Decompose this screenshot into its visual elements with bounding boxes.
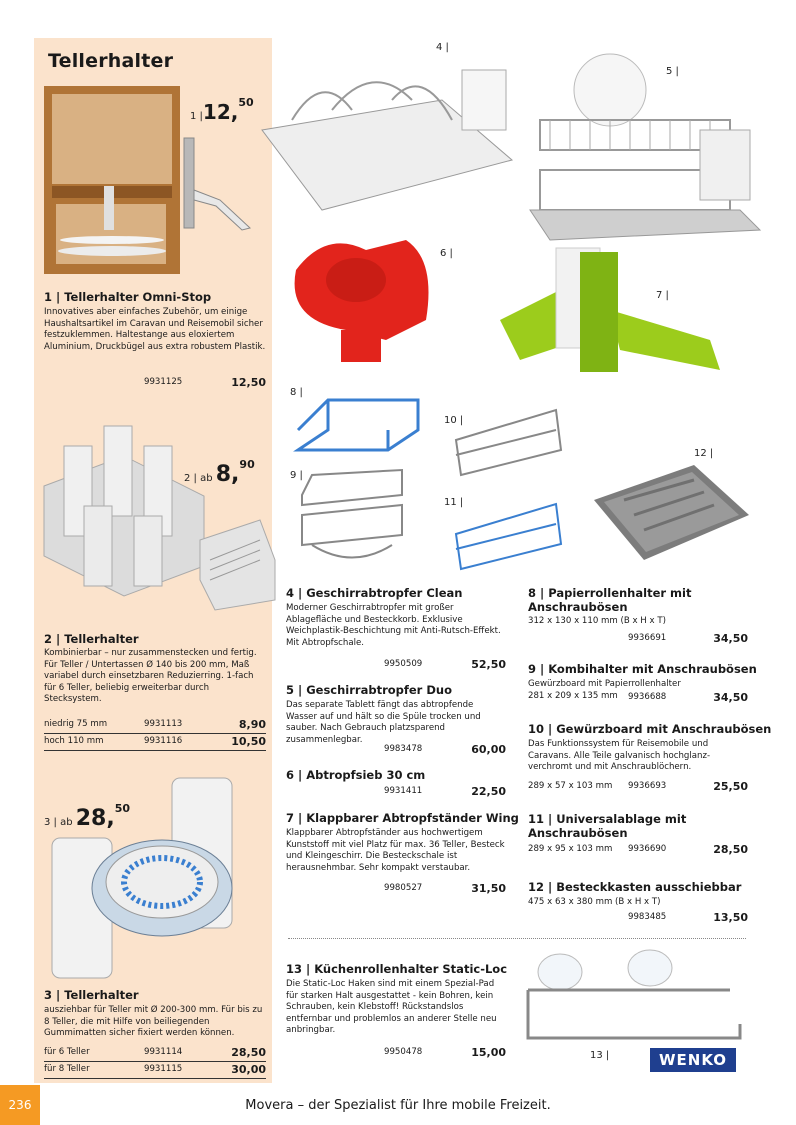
article-number: 9980527	[384, 883, 423, 893]
product-10-desc: Das Funktionssystem für Reisemobile und Caravans. Alle Teile galvanisch hochglanz-verchromt und mit Anschraublöchern.	[528, 739, 711, 773]
dimensions: 289 x 57 x 103 mm	[528, 781, 613, 791]
callout-5: 5 |	[666, 66, 679, 77]
price: 52,50	[471, 658, 506, 671]
article-number: 9931125	[144, 377, 183, 387]
product-3-title: 3 | Tellerhalter	[44, 988, 139, 1002]
price: 8,90	[238, 718, 266, 731]
page-number: 236	[0, 1085, 40, 1125]
divider	[44, 750, 266, 751]
product-12-row	[528, 911, 748, 924]
callout-8: 8 |	[290, 387, 303, 398]
product-image-2	[44, 426, 204, 596]
product-11-row	[528, 843, 748, 856]
product-10-row	[528, 780, 748, 793]
product-9-desc: Gewürzboard mit Papierrollenhalter 281 x 209 x 135 mm	[528, 679, 681, 701]
product-7-desc: Klappbarer Abtropfständer aus hochwertigem Kunststoff mit viel Platz für max. 36 Teller, Besteck und Kleingeschirr. Die Besteckschale ist herausnehmbar. Sehr kompakt verstaubar.	[286, 828, 505, 873]
product-image-6	[286, 230, 446, 370]
price: 34,50	[713, 691, 748, 704]
product-image-13	[520, 950, 750, 1050]
product-7-title: 7 | Klappbarer Abtropfständer Wing	[286, 811, 519, 825]
product-6-title: 6 | Abtropfsieb 30 cm	[286, 768, 426, 782]
product-2-desc: Kombinierbar – nur zusammenstecken und fertig. Für Teller / Untertassen Ø 140 bis 200 mm, Maß variabel durch einsetzbaren Reduzierring. 1-fach für 6 Teller, beliebig erweiterbar durch Stecksystem.	[44, 648, 257, 705]
product-5-row	[286, 743, 506, 756]
article-number: 9936688	[628, 692, 667, 702]
price: 22,50	[471, 785, 506, 798]
price: 10,50	[231, 735, 266, 748]
price: 15,00	[471, 1046, 506, 1059]
dimensions: 289 x 95 x 103 mm	[528, 844, 613, 854]
divider	[44, 733, 266, 734]
article-number: 9983485	[628, 912, 667, 922]
article-number: 9931116	[144, 736, 183, 746]
product-10-title: 10 | Gewürzboard mit Anschraubösen	[528, 722, 772, 736]
callout-4: 4 |	[436, 42, 449, 53]
product-12-desc: 475 x 63 x 380 mm (B x H x T)	[528, 897, 661, 907]
callout-9: 9 |	[290, 470, 303, 481]
product-4-row	[286, 658, 506, 671]
product-4-desc: Moderner Geschirrabtropfer mit großer Ablagefläche und Besteckkorb. Exklusive Weichplastik-Beschichtung mit Anti-Rutsch-Effekt. Mit Abtropfschale.	[286, 603, 501, 648]
article-number: 9983478	[384, 744, 423, 754]
product-8-desc: 312 x 130 x 110 mm (B x H x T)	[528, 616, 666, 626]
product-13-title: 13 | Küchenrollenhalter Static-Loc	[286, 962, 508, 976]
article-number: 9931114	[144, 1047, 183, 1057]
product-image-7	[500, 240, 730, 380]
callout-6: 6 |	[440, 248, 453, 259]
omni-stop-illustration	[180, 130, 260, 240]
product-13-row	[286, 1046, 506, 1059]
callout-12: 12 |	[694, 448, 714, 459]
price: 60,00	[471, 743, 506, 756]
product-2-row-2	[44, 735, 266, 748]
product-image-3	[52, 778, 262, 978]
price: 31,50	[471, 882, 506, 895]
callout-2: 2 | ab 8,90	[184, 458, 255, 487]
product-3-row-2	[44, 1063, 266, 1076]
product-7-row	[286, 882, 506, 895]
price: 25,50	[713, 780, 748, 793]
article-number: 9950478	[384, 1047, 423, 1057]
price: 34,50	[713, 632, 748, 645]
callout-1: 1 |12,50	[190, 96, 254, 124]
product-image-9	[292, 465, 412, 575]
article-number: 9950509	[384, 659, 423, 669]
product-image-4	[262, 60, 512, 220]
price: 28,50	[713, 843, 748, 856]
product-8-row	[528, 632, 748, 645]
product-8-title: 8 | Papierrollenhalter mit Anschraubösen	[528, 586, 692, 614]
divider	[44, 1061, 266, 1062]
product-image-2b	[200, 500, 280, 610]
product-1-row	[44, 376, 266, 389]
product-image-1	[44, 86, 180, 274]
callout-10: 10 |	[444, 415, 464, 426]
article-number: 9936690	[628, 844, 667, 854]
product-image-10	[446, 400, 566, 480]
callout-7: 7 |	[656, 290, 669, 301]
article-number: 9931115	[144, 1064, 183, 1074]
divider	[44, 1078, 266, 1079]
price: 13,50	[713, 911, 748, 924]
variant: niedrig 75 mm	[44, 719, 108, 729]
footer-slogan: Movera – der Spezialist für Ihre mobile Freizeit.	[245, 1098, 551, 1113]
product-5-title: 5 | Geschirrabtropfer Duo	[286, 683, 452, 697]
callout-3: 3 | ab 28,50	[44, 802, 131, 831]
product-11-title: 11 | Universalablage mit Anschraubösen	[528, 812, 687, 840]
product-image-11	[446, 484, 570, 574]
price: 12,50	[231, 376, 266, 389]
product-2-title: 2 | Tellerhalter	[44, 632, 139, 646]
article-number: 9931113	[144, 719, 183, 729]
product-9-title: 9 | Kombihalter mit Anschraubösen	[528, 662, 757, 676]
article-number: 9931411	[384, 786, 423, 796]
product-13-desc: Die Static-Loc Haken sind mit einem Spezial-Pad für starken Halt ausgestattet - kein Bohren, kein Schrauben, kein Klebstoff! Rückstandslos entfernbar und problemlos an anderer Stelle neu anbringbar.	[286, 979, 497, 1036]
product-image-12	[584, 460, 754, 570]
product-1-title: 1 | Tellerhalter Omni-Stop	[44, 290, 212, 304]
product-9-row	[528, 691, 748, 704]
variant: für 8 Teller	[44, 1064, 90, 1074]
variant: für 6 Teller	[44, 1047, 90, 1057]
product-6-row	[286, 785, 506, 798]
variant: hoch 110 mm	[44, 736, 104, 746]
article-number: 9936691	[628, 633, 667, 643]
product-image-8	[288, 390, 428, 460]
product-image-5	[530, 50, 770, 240]
product-3-row-1	[44, 1046, 266, 1059]
product-4-title: 4 | Geschirrabtropfer Clean	[286, 586, 463, 600]
callout-13: 13 |	[590, 1050, 610, 1061]
dotted-divider	[288, 938, 746, 939]
wenko-logo: WENKO	[650, 1048, 736, 1072]
price: 28,50	[231, 1046, 266, 1059]
product-1-desc: Innovatives aber einfaches Zubehör, um einige Haushaltsartikel im Caravan und Reisemobil sicher festzuklemmen. Haltestange aus eloxiertem Aluminium, Druckbügel aus extra robustem Plastik.	[44, 307, 266, 352]
price: 30,00	[231, 1063, 266, 1076]
product-2-row-1	[44, 718, 266, 731]
product-5-desc: Das separate Tablett fängt das abtropfende Wasser auf und hält so die Spüle trocken und sauber. Nach Gebrauch platzsparend zusammenlegbar.	[286, 700, 481, 745]
product-12-title: 12 | Besteckkasten ausschiebbar	[528, 880, 742, 894]
article-number: 9936693	[628, 781, 667, 791]
product-3-desc: ausziehbar für Teller mit Ø 200-300 mm. Für bis zu 8 Teller, die mit Hilfe von beiliegenden Gummimatten sicher fixiert werden können.	[44, 1005, 263, 1039]
callout-11: 11 |	[444, 497, 464, 508]
section-title: Tellerhalter	[48, 50, 174, 72]
